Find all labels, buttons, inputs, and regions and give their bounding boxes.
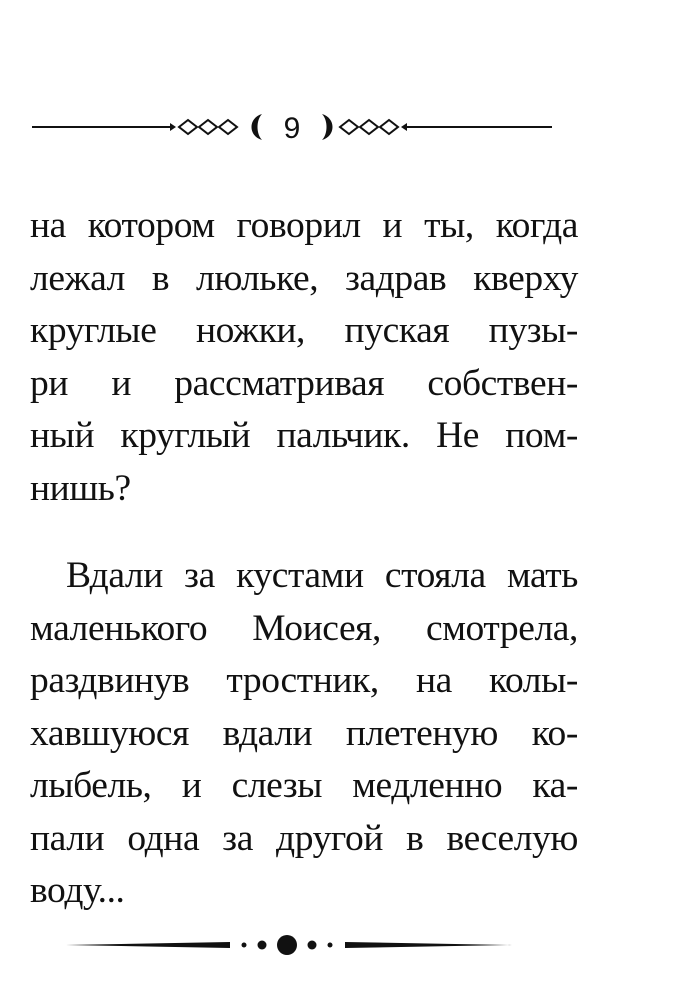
text-line: ри и рассматривая собствен- <box>30 362 578 404</box>
footer-ornament <box>0 920 678 970</box>
footer-right-rule <box>345 942 512 948</box>
footer-dot-medium-left <box>258 941 267 950</box>
text-line: маленького Моисея, смотрела, <box>30 607 578 649</box>
footer-dot-center <box>277 935 297 955</box>
text-line: круглые ножки, пуская пузы- <box>30 310 578 351</box>
header-right-tip <box>401 123 407 131</box>
paragraph-1 <box>30 200 578 515</box>
text-line: на котором говорил и ты, когда <box>30 205 578 246</box>
text-line: раздвинув тростник, на колы- <box>30 660 578 701</box>
page-header <box>0 100 678 150</box>
header-right-diamond-1 <box>340 120 358 134</box>
header-right-diamond-2 <box>360 120 378 134</box>
footer-left-rule <box>66 942 230 948</box>
text-line: нишь? <box>30 467 131 509</box>
text-line: хавшуюся вдали плетеную ко- <box>30 712 578 754</box>
header-left-diamond-2 <box>199 120 217 134</box>
footer-dot-small-left <box>242 943 247 948</box>
header-left-bracket <box>252 114 263 140</box>
text-line: воду... <box>30 870 125 911</box>
text-line: Вдали за кустами стояла мать <box>66 555 578 596</box>
header-left-tip <box>170 123 176 131</box>
text-line: лыбель, и слезы медленно ка- <box>30 765 578 806</box>
header-right-diamond-3 <box>380 120 398 134</box>
header-right-bracket <box>322 114 333 140</box>
text-line: лежал в люльке, задрав кверху <box>30 257 578 299</box>
footer-dot-small-right <box>328 943 333 948</box>
paragraph-2 <box>30 550 578 918</box>
header-left-diamond-1 <box>179 120 197 134</box>
header-ornament <box>0 100 678 150</box>
text-line: пали одна за другой в веселую <box>30 817 578 859</box>
header-left-diamond-3 <box>219 120 237 134</box>
text-line: ный круглый пальчик. Не пом- <box>30 415 578 456</box>
page-footer <box>0 920 678 970</box>
footer-dot-medium-right <box>308 941 317 950</box>
page-number: 9 <box>283 112 301 145</box>
